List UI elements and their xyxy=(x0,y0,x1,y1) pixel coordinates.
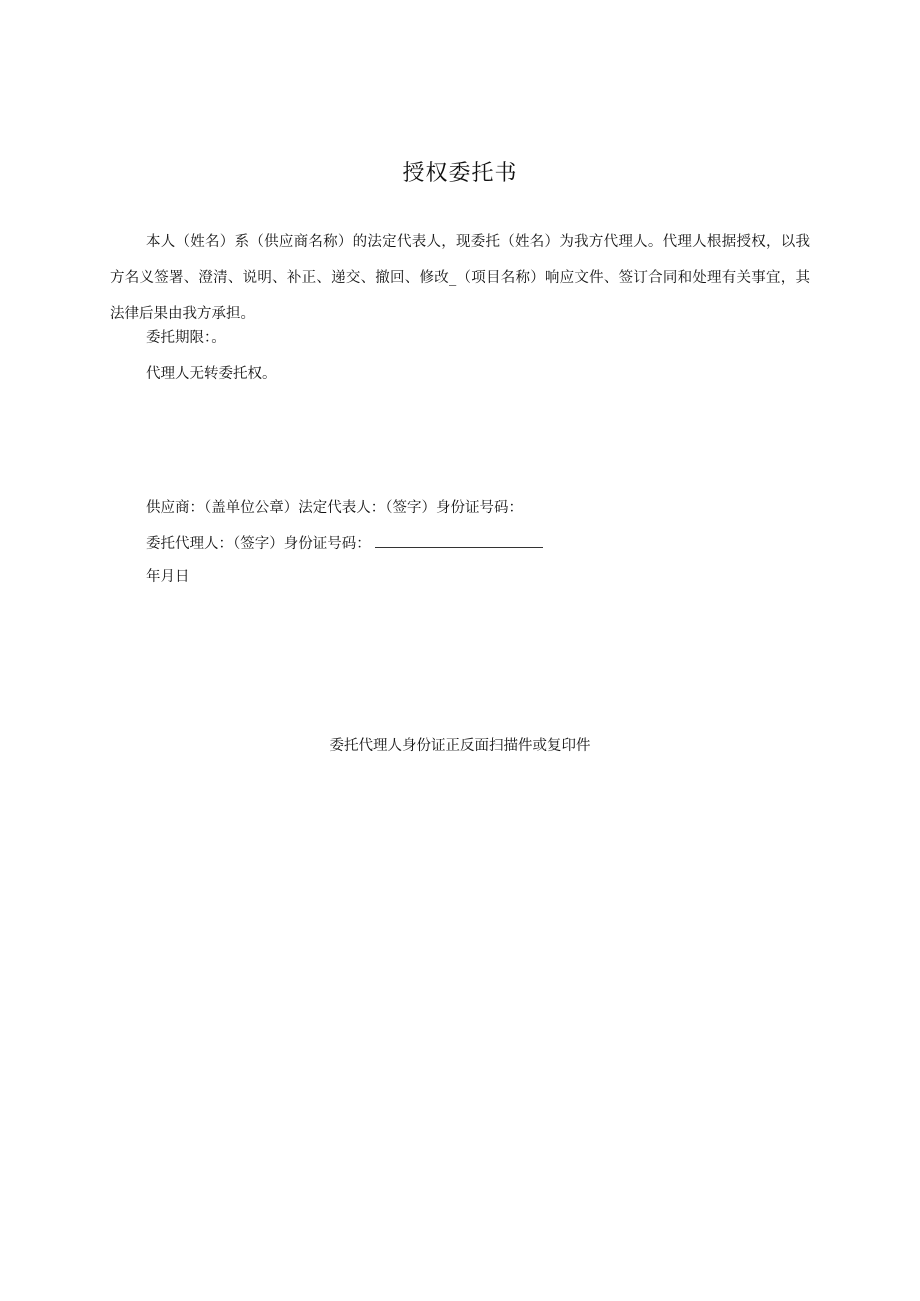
document-title: 授权委托书 xyxy=(402,161,518,186)
no-subdelegation-line: 代理人无转委托权。 xyxy=(146,366,277,382)
term-line: 委托期限：。 xyxy=(146,330,226,346)
authorization-paragraph: 本人（姓名）系（供应商名称）的法定代表人，现委托（姓名）为我方代理人。代理人根据授权，以我方名义签署、澄清、说明、补正、递交、撤回、修改_（项目名称）响应文件、签订合同和处理有关事宜，其法律后果由我方承担。 xyxy=(110,234,810,322)
supplier-signature-line: 供应商：（盖单位公章）法定代表人：（签字）身份证号码： xyxy=(146,500,523,516)
date-line: 年月日 xyxy=(146,569,190,585)
attachment-caption: 委托代理人身份证正反面扫描件或复印件 xyxy=(329,738,591,754)
id-number-blank xyxy=(375,533,543,548)
agent-signature-line xyxy=(146,532,543,553)
agent-signature-label: 委托代理人：（签字）身份证号码： xyxy=(146,536,371,552)
